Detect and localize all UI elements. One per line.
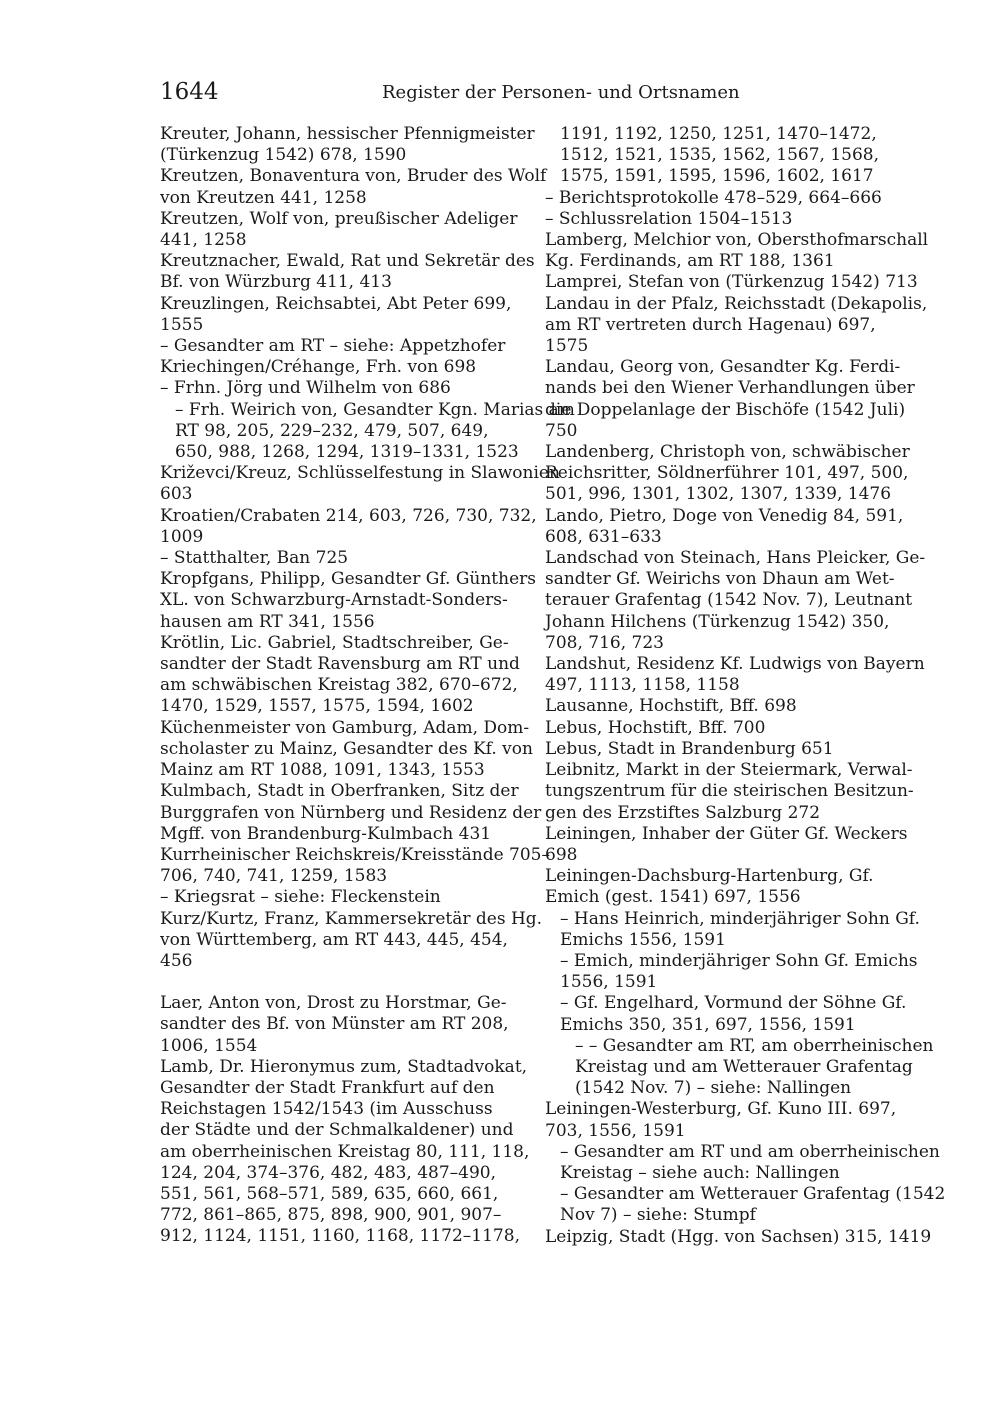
index-entry bbox=[160, 336, 530, 357]
index-entry bbox=[545, 760, 915, 824]
index-entry-line: Leibnitz, Markt in der Steiermark, Verwal- bbox=[545, 760, 913, 781]
index-entry-line: Leiningen-Dachsburg-Hartenburg, Gf. bbox=[545, 866, 874, 887]
index-entry-line: Emichs 350, 351, 697, 1556, 1591 bbox=[560, 1014, 856, 1035]
index-entry-line: 456 bbox=[160, 950, 193, 971]
index-entry-line: gen des Erzstiftes Salzburg 272 bbox=[545, 802, 821, 823]
index-entry-line: Kulmbach, Stadt in Oberfranken, Sitz der bbox=[160, 781, 519, 802]
index-entry bbox=[160, 505, 537, 548]
index-entry bbox=[545, 993, 915, 1035]
index-entry-line: Lando, Pietro, Doge von Venedig 84, 591, bbox=[545, 505, 904, 526]
index-entry-line: – Frhn. Jörg und Wilhelm von 686 bbox=[160, 378, 451, 399]
index-entry-line: 501, 996, 1301, 1302, 1307, 1339, 1476 bbox=[545, 484, 892, 505]
index-entry bbox=[160, 166, 547, 208]
index-entry-line: Leiningen-Westerburg, Gf. Kuno III. 697, bbox=[545, 1099, 897, 1120]
index-entry bbox=[545, 230, 929, 272]
index-entry bbox=[545, 1099, 915, 1141]
index-entry-line: RT 98, 205, 229–232, 479, 507, 649, bbox=[175, 420, 489, 441]
index-entry bbox=[545, 739, 915, 760]
index-entry bbox=[545, 357, 915, 442]
index-entry bbox=[160, 463, 560, 505]
index-entry-line: Kriechingen/Créhange, Frh. von 698 bbox=[160, 357, 477, 378]
index-entry-line: Mainz am RT 1088, 1091, 1343, 1553 bbox=[160, 760, 485, 781]
index-entry bbox=[545, 1141, 940, 1184]
index-entry-line: Reichstagen 1542/1543 (im Ausschuss bbox=[160, 1099, 493, 1120]
index-entry-line: 1555 bbox=[160, 314, 204, 335]
index-entry-line: terauer Grafentag (1542 Nov. 7), Leutnant bbox=[545, 590, 913, 611]
index-entry-line: von Kreutzen 441, 1258 bbox=[160, 187, 367, 208]
index-entry bbox=[545, 718, 915, 739]
index-entry-line: Križevci/Kreuz, Schlüsselfestung in Slawonien bbox=[160, 463, 560, 484]
index-entry bbox=[160, 569, 537, 633]
index-entry-line: Emich (gest. 1541) 697, 1556 bbox=[545, 887, 801, 908]
index-entry bbox=[545, 188, 915, 209]
index-entry-line: Kurrheinischer Reichskreis/Kreisstände 705– bbox=[160, 844, 550, 865]
index-entry-line: sandter des Bf. von Münster am RT 208, bbox=[160, 1014, 509, 1035]
index-entry bbox=[545, 824, 915, 866]
index-entry-line: – Berichtsprotokolle 478–529, 664–666 bbox=[545, 187, 882, 208]
index-entry-line: Kreistag – siehe auch: Nallingen bbox=[560, 1162, 840, 1183]
index-entry bbox=[545, 696, 915, 717]
index-entry bbox=[545, 272, 918, 293]
index-entry-line: sandter der Stadt Ravensburg am RT und bbox=[160, 654, 520, 675]
index-entry-line: tungszentrum für die steirischen Besitzun- bbox=[545, 781, 914, 802]
index-column-right bbox=[545, 124, 946, 1248]
index-entry-line: scholaster zu Mainz, Gesandter des Kf. von bbox=[160, 738, 533, 759]
index-entry-line: 1575 bbox=[545, 336, 589, 357]
index-entry bbox=[160, 357, 530, 378]
index-entry-line: am schwäbischen Kreistag 382, 670–672, bbox=[160, 675, 518, 696]
index-entry-line: 603 bbox=[160, 484, 193, 505]
index-entry-line: Kreutzen, Bonaventura von, Bruder des Wolf bbox=[160, 166, 547, 187]
index-entry-line: Kreutznacher, Ewald, Rat und Sekretär des bbox=[160, 251, 535, 272]
index-entry-line: Kroatien/Crabaten 214, 603, 726, 730, 732, bbox=[160, 505, 537, 526]
index-entry-line: Bf. von Würzburg 411, 413 bbox=[160, 272, 392, 293]
index-entry-line: 706, 740, 741, 1259, 1583 bbox=[160, 866, 388, 887]
index-entry-line: hausen am RT 341, 1556 bbox=[160, 611, 375, 632]
index-entry-line: 708, 716, 723 bbox=[545, 632, 664, 653]
index-entry-line: (Türkenzug 1542) 678, 1590 bbox=[160, 145, 407, 166]
index-entry bbox=[160, 717, 533, 782]
index-entry bbox=[160, 1057, 530, 1248]
index-entry bbox=[545, 293, 928, 358]
index-entry-line: 441, 1258 bbox=[160, 230, 247, 251]
index-entry-line: – Frh. Weirich von, Gesandter Kgn. Marias am bbox=[175, 399, 575, 420]
index-entry-line: Kropfgans, Philipp, Gesandter Gf. Günthers bbox=[160, 569, 537, 590]
index-entry-line: 772, 861–865, 875, 898, 900, 901, 907– bbox=[160, 1205, 502, 1226]
index-entry-line: sandter Gf. Weirichs von Dhaun am Wet- bbox=[545, 569, 895, 590]
index-entry bbox=[545, 908, 920, 951]
index-entry-line: – Schlussrelation 1504–1513 bbox=[545, 208, 793, 229]
index-entry-line: 1556, 1591 bbox=[560, 972, 658, 993]
index-entry-line: Landschad von Steinach, Hans Pleicker, Ge- bbox=[545, 548, 926, 569]
index-entry-line: 1191, 1192, 1250, 1251, 1470–1472, bbox=[560, 124, 877, 144]
index-entry-line: 497, 1113, 1158, 1158 bbox=[545, 675, 740, 696]
index-entry-line: 608, 631–633 bbox=[545, 526, 662, 547]
index-entry-line: nands bei den Wiener Verhandlungen über bbox=[545, 378, 915, 399]
index-entry-line: 750 bbox=[545, 420, 578, 441]
index-entry-line: Landau, Georg von, Gesandter Kg. Ferdi- bbox=[545, 357, 901, 378]
page-number: 1644 bbox=[160, 79, 219, 105]
index-entry-line: – Gesandter am Wetterauer Grafentag (1542 bbox=[560, 1184, 946, 1205]
index-entry-line: Lebus, Stadt in Brandenburg 651 bbox=[545, 738, 834, 759]
index-entry-line: 1009 bbox=[160, 526, 204, 547]
index-entry bbox=[545, 209, 915, 230]
index-entry-line: Lebus, Hochstift, Bff. 700 bbox=[545, 717, 766, 738]
index-entry bbox=[160, 908, 543, 973]
index-entry-line: Kg. Ferdinands, am RT 188, 1361 bbox=[545, 251, 835, 272]
index-entry-line: 1575, 1591, 1595, 1596, 1602, 1617 bbox=[560, 166, 874, 187]
index-entry-line: Kreuter, Johann, hessischer Pfennigmeister bbox=[160, 124, 535, 144]
index-entry-line: am oberrheinischen Kreistag 80, 111, 118, bbox=[160, 1141, 530, 1162]
index-entry-line: 1512, 1521, 1535, 1562, 1567, 1568, bbox=[560, 145, 880, 166]
index-entry bbox=[160, 378, 530, 399]
index-entry-line: 650, 988, 1268, 1294, 1319–1331, 1523 bbox=[175, 442, 519, 463]
index-entry-line: 551, 561, 568–571, 589, 635, 660, 661, bbox=[160, 1183, 499, 1204]
index-entry-line: Landenberg, Christoph von, schwäbischer bbox=[545, 442, 910, 463]
index-entry-line: Lamb, Dr. Hieronymus zum, Stadtadvokat, bbox=[160, 1056, 528, 1077]
index-entry bbox=[545, 1035, 934, 1100]
index-entry-line: Lamprei, Stefan von (Türkenzug 1542) 713 bbox=[545, 272, 918, 293]
index-entry bbox=[545, 950, 918, 993]
index-entry bbox=[160, 548, 530, 569]
index-entry bbox=[160, 294, 530, 336]
index-entry bbox=[160, 633, 530, 718]
index-entry-line: 1470, 1529, 1557, 1575, 1594, 1602 bbox=[160, 696, 474, 717]
index-entry bbox=[160, 124, 535, 166]
index-entry-line: Mgff. von Brandenburg-Kulmbach 431 bbox=[160, 823, 492, 844]
index-entry-line: Gesandter der Stadt Frankfurt auf den bbox=[160, 1077, 495, 1098]
index-entry-line: Johann Hilchens (Türkenzug 1542) 350, bbox=[545, 611, 890, 632]
index-entry bbox=[545, 1184, 946, 1226]
index-entry bbox=[160, 844, 550, 887]
index-entry-line: Krötlin, Lic. Gabriel, Stadtschreiber, Ge- bbox=[160, 632, 509, 653]
index-entry-line: 698 bbox=[545, 844, 578, 865]
index-entry bbox=[545, 548, 926, 654]
index-entry bbox=[160, 251, 535, 293]
index-entry bbox=[545, 866, 915, 908]
index-entry-line: Lausanne, Hochstift, Bff. 698 bbox=[545, 696, 797, 717]
index-entry-line: Lamberg, Melchior von, Obersthofmarschall bbox=[545, 230, 929, 251]
index-entry-line: – Hans Heinrich, minderjähriger Sohn Gf. bbox=[560, 908, 920, 929]
index-entry bbox=[160, 887, 530, 908]
index-entry-line: der Städte und der Schmalkaldener) und bbox=[160, 1120, 514, 1141]
index-entry-line: – Statthalter, Ban 725 bbox=[160, 548, 349, 569]
index-entry bbox=[545, 124, 915, 188]
running-title: Register der Personen- und Ortsnamen bbox=[382, 82, 740, 103]
index-entry-line: Landshut, Residenz Kf. Ludwigs von Bayern bbox=[545, 654, 925, 675]
index-entry-line: – Gesandter am RT – siehe: Appetzhofer bbox=[160, 336, 506, 357]
index-entry bbox=[160, 781, 542, 845]
index-entry-line: Leipzig, Stadt (Hgg. von Sachsen) 315, 1419 bbox=[545, 1226, 932, 1247]
index-entry-line: Laer, Anton von, Drost zu Horstmar, Ge- bbox=[160, 993, 507, 1014]
index-entry bbox=[545, 506, 915, 548]
index-entry-line: – – Gesandter am RT, am oberrheinischen bbox=[575, 1035, 934, 1056]
index-entry-line: XL. von Schwarzburg-Arnstadt-Sonders- bbox=[160, 590, 508, 611]
index-entry bbox=[545, 442, 915, 506]
index-entry-line: Küchenmeister von Gamburg, Adam, Dom- bbox=[160, 717, 530, 738]
index-entry-line: am RT vertreten durch Hagenau) 697, bbox=[545, 314, 876, 335]
index-entry-line: Burggrafen von Nürnberg und Residenz der bbox=[160, 802, 542, 823]
index-entry-line: Reichsritter, Söldnerführer 101, 497, 500, bbox=[545, 463, 909, 484]
index-entry bbox=[545, 1226, 932, 1248]
index-entry bbox=[160, 993, 530, 1057]
index-entry-line: 1006, 1554 bbox=[160, 1035, 258, 1056]
index-entry-line: Kreutzen, Wolf von, preußischer Adeliger bbox=[160, 208, 518, 229]
index-entry bbox=[545, 654, 925, 696]
index-entry-line: 912, 1124, 1151, 1160, 1168, 1172–1178, bbox=[160, 1226, 520, 1247]
index-entry-line: Landau in der Pfalz, Reichsstadt (Dekapolis, bbox=[545, 293, 928, 314]
index-entry-line: die Doppelanlage der Bischöfe (1542 Juli) bbox=[545, 399, 906, 420]
index-entry-line: – Kriegsrat – siehe: Fleckenstein bbox=[160, 887, 441, 908]
index-entry-line: – Gesandter am RT und am oberrheinischen bbox=[560, 1141, 940, 1162]
index-entry-line: – Emich, minderjähriger Sohn Gf. Emichs bbox=[560, 950, 918, 971]
index-entry-line: 703, 1556, 1591 bbox=[545, 1120, 686, 1141]
index-entry-line: 124, 204, 374–376, 482, 483, 487–490, bbox=[160, 1162, 497, 1183]
index-entry-line: Emichs 1556, 1591 bbox=[560, 929, 726, 950]
index-entry-line: Leiningen, Inhaber der Güter Gf. Weckers bbox=[545, 823, 908, 844]
index-entry-line: Nov 7) – siehe: Stumpf bbox=[560, 1205, 756, 1226]
index-entry-line: (1542 Nov. 7) – siehe: Nallingen bbox=[575, 1078, 852, 1099]
index-entry-line: Kreuzlingen, Reichsabtei, Abt Peter 699, bbox=[160, 293, 512, 314]
index-entry-line: von Württemberg, am RT 443, 445, 454, bbox=[160, 929, 508, 950]
index-entry bbox=[160, 209, 530, 251]
index-entry-line: Kreistag und am Wetterauer Grafentag bbox=[575, 1056, 913, 1077]
index-entry-line: – Gf. Engelhard, Vormund der Söhne Gf. bbox=[560, 993, 907, 1014]
index-entry-line: Kurz/Kurtz, Franz, Kammersekretär des Hg. bbox=[160, 908, 543, 929]
